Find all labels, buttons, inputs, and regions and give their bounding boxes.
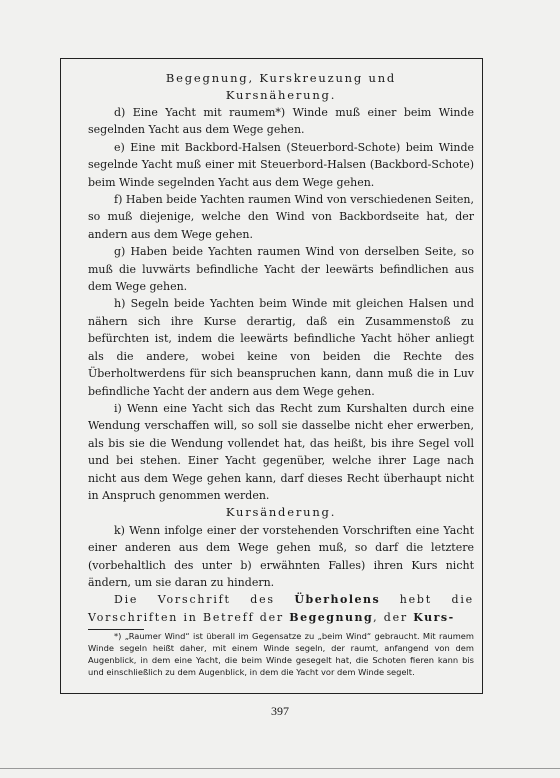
closing-text [88,591,474,626]
footnote: *) „Raumer Wind“ ist überall im Gegensatze zu „beim Wind“ gebraucht. Mit raumem Winde segeln heißt daher, mit einem Winde segeln, der raumt, anfangend von dem Augenblick, in dem eine Yacht, die beim Winde gesegelt hat, die Schoten fieren kann bis und einschließlich zu dem Augenblick, in dem die Yacht vor dem Winde segelt. [88,631,474,678]
closing-part-3: , der [373,610,414,624]
paragraph-h: h) Segeln beide Yachten beim Winde mit gleichen Halsen und nähern sich ihre Kurse derartig, daß ein Zusammenstoß zu befürchten ist, indem die leewärts befindliche Yacht höher anliegt als die andere, wobei keine von beiden die Rechte des Überholtwerdens für sich beanspruchen kann, dann muß die in Luv befindliche Yacht der andern aus dem Wege gehen. [88,297,474,398]
paragraph-e: e) Eine mit Backbord-Halsen (Steuerbord-Schote) beim Winde segelnde Yacht muß einer mit Steuerbord-Halsen (Backbord-Schote) beim Winde segelnden Yacht aus dem Wege gehen. [88,140,474,189]
page-content [88,70,474,678]
subheading-kursaenderung: Kursänderung. [225,505,337,520]
closing-bold-1: Überholens [294,593,381,607]
paragraph-i: i) Wenn eine Yacht sich das Recht zum Kurshalten durch eine Wendung verschaffen will, so soll sie dasselbe nicht eher erwerben, als bis sie die Wendung vollendet hat, das heißt, bis ihre Segel voll und bei stehen. Einer Yacht gegenüber, welche ihrer Lage nach nicht aus dem Wege gehen kann, darf dieses Recht überhaupt nicht in Anspruch genommen werden. [88,401,474,502]
paragraph-f: f) Haben beide Yachten raumen Wind von verschiedenen Seiten, so muß diejenige, welche den Wind von Backbordseite hat, der andern aus dem Wege gehen. [88,193,474,241]
paragraph-d: d) Eine Yacht mit raumem*) Winde muß einer beim Winde segelnden Yacht aus dem Wege gehen. [88,106,474,137]
closing-part-2: hebt die Vorschriften in Betreff der [88,593,474,624]
heading-line-2: Kursnäherung. [225,88,337,102]
closing-part-1: Die Vorschrift des [114,593,295,607]
closing-bold-3: Kurs- [413,610,455,624]
page-number: 397 [271,704,289,718]
paragraph-g: g) Haben beide Yachten raumen Wind von derselben Seite, so muß die luvwärts befindliche Yacht der leewärts befindlichen aus dem Wege gehen. [88,245,474,294]
closing-bold-2: Begegnung [289,610,374,624]
scan-edge-line [0,768,560,769]
heading-line-1: Begegnung, Kurskreuzung und [165,71,397,85]
section-heading [88,70,474,104]
paragraph-k: k) Wenn infolge einer der vorstehenden Vorschriften eine Yacht einer anderen aus dem Wege gehen muß, so darf die letztere (vorbehaltlich des unter b) erwähnten Falles) ihren Kurs nicht ändern, um sie daran zu hindern. [88,523,474,589]
